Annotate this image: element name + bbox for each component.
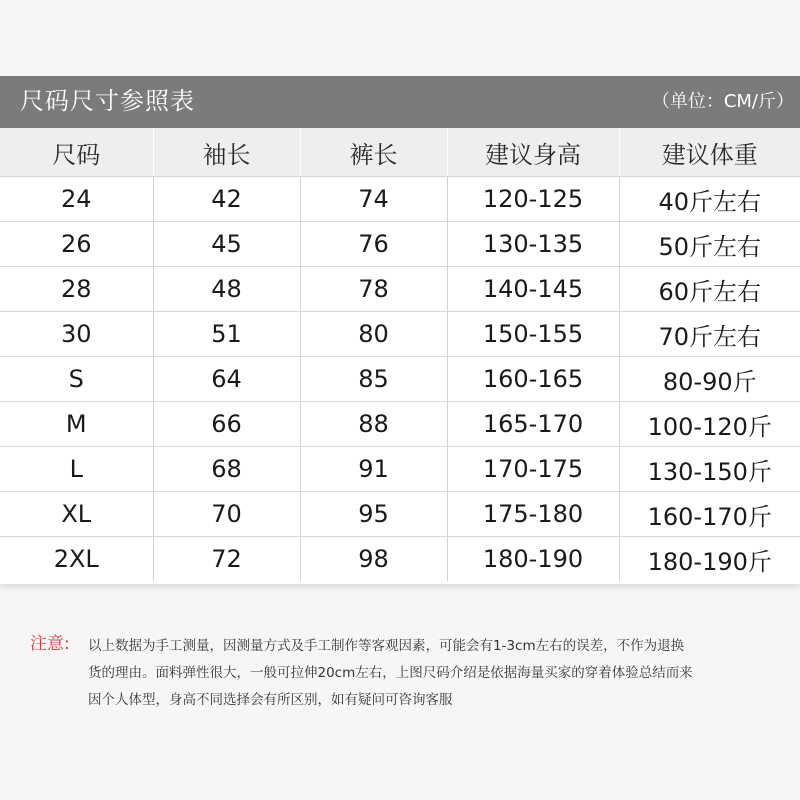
cell-suggested-height: 140-145 [447, 267, 619, 312]
note-line: 货的理由。面料弹性很大，一般可拉伸20cm左右，上图尺码介绍是依据海量买家的穿着体验总结而来 [88, 665, 693, 681]
table-row [0, 402, 800, 447]
table-row [0, 357, 800, 402]
table-row [0, 537, 800, 582]
cell-size: XL [0, 492, 153, 537]
cell-suggested-height: 130-135 [447, 222, 619, 267]
column-header-size: 尺码 [0, 128, 153, 177]
column-header-suggested-height: 建议身高 [447, 128, 619, 177]
cell-suggested-weight: 100-120斤 [619, 402, 800, 447]
cell-sleeve-length: 51 [153, 312, 300, 357]
cell-size: 24 [0, 177, 153, 222]
cell-sleeve-length: 66 [153, 402, 300, 447]
note-label: 注意: [30, 634, 70, 654]
table-header-row [0, 128, 800, 177]
cell-size: L [0, 447, 153, 492]
cell-suggested-weight: 80-90斤 [619, 357, 800, 402]
cell-suggested-height: 160-165 [447, 357, 619, 402]
size-chart-card [0, 76, 800, 584]
cell-pants-length: 76 [300, 222, 447, 267]
cell-size: 2XL [0, 537, 153, 582]
cell-size: 28 [0, 267, 153, 312]
column-header-pants-length: 裤长 [300, 128, 447, 177]
cell-pants-length: 95 [300, 492, 447, 537]
cell-sleeve-length: 68 [153, 447, 300, 492]
cell-suggested-height: 120-125 [447, 177, 619, 222]
cell-size: S [0, 357, 153, 402]
table-row [0, 312, 800, 357]
cell-suggested-weight: 60斤左右 [619, 267, 800, 312]
cell-sleeve-length: 70 [153, 492, 300, 537]
cell-sleeve-length: 45 [153, 222, 300, 267]
cell-sleeve-length: 64 [153, 357, 300, 402]
cell-suggested-height: 175-180 [447, 492, 619, 537]
cell-suggested-height: 150-155 [447, 312, 619, 357]
cell-suggested-height: 165-170 [447, 402, 619, 447]
chart-title: 尺码尺寸参照表 [20, 87, 195, 115]
table-row [0, 222, 800, 267]
cell-suggested-height: 170-175 [447, 447, 619, 492]
note-line: 以上数据为手工测量，因测量方式及手工制作等客观因素，可能会有1-3cm左右的误差，不作为退换 [88, 638, 685, 654]
cell-pants-length: 85 [300, 357, 447, 402]
cell-pants-length: 91 [300, 447, 447, 492]
column-header-suggested-weight: 建议体重 [619, 128, 800, 177]
table-row [0, 177, 800, 222]
column-header-sleeve-length: 袖长 [153, 128, 300, 177]
cell-suggested-weight: 50斤左右 [619, 222, 800, 267]
cell-pants-length: 78 [300, 267, 447, 312]
cell-size: 30 [0, 312, 153, 357]
cell-sleeve-length: 72 [153, 537, 300, 582]
title-bar [0, 76, 800, 128]
cell-size: 26 [0, 222, 153, 267]
cell-sleeve-length: 48 [153, 267, 300, 312]
table-row [0, 267, 800, 312]
cell-suggested-weight: 180-190斤 [647, 547, 772, 576]
table-row [0, 492, 800, 537]
cell-suggested-weight: 160-170斤 [619, 492, 800, 537]
cell-pants-length: 88 [300, 402, 447, 447]
cell-suggested-weight: 130-150斤 [619, 447, 800, 492]
size-table [0, 128, 800, 581]
cell-suggested-height: 180-190 [447, 537, 619, 582]
cell-sleeve-length: 42 [153, 177, 300, 222]
cell-suggested-weight: 70斤左右 [619, 312, 800, 357]
note-text [88, 633, 788, 714]
cell-size: M [0, 402, 153, 447]
cell-pants-length: 98 [300, 537, 447, 582]
unit-label: （单位：CM/斤） [651, 91, 794, 112]
cell-suggested-weight: 40斤左右 [619, 177, 800, 222]
cell-pants-length: 80 [300, 312, 447, 357]
cell-pants-length: 74 [300, 177, 447, 222]
note-line: 因个人体型，身高不同选择会有所区别，如有疑问可咨询客服 [88, 692, 453, 708]
table-row [0, 447, 800, 492]
